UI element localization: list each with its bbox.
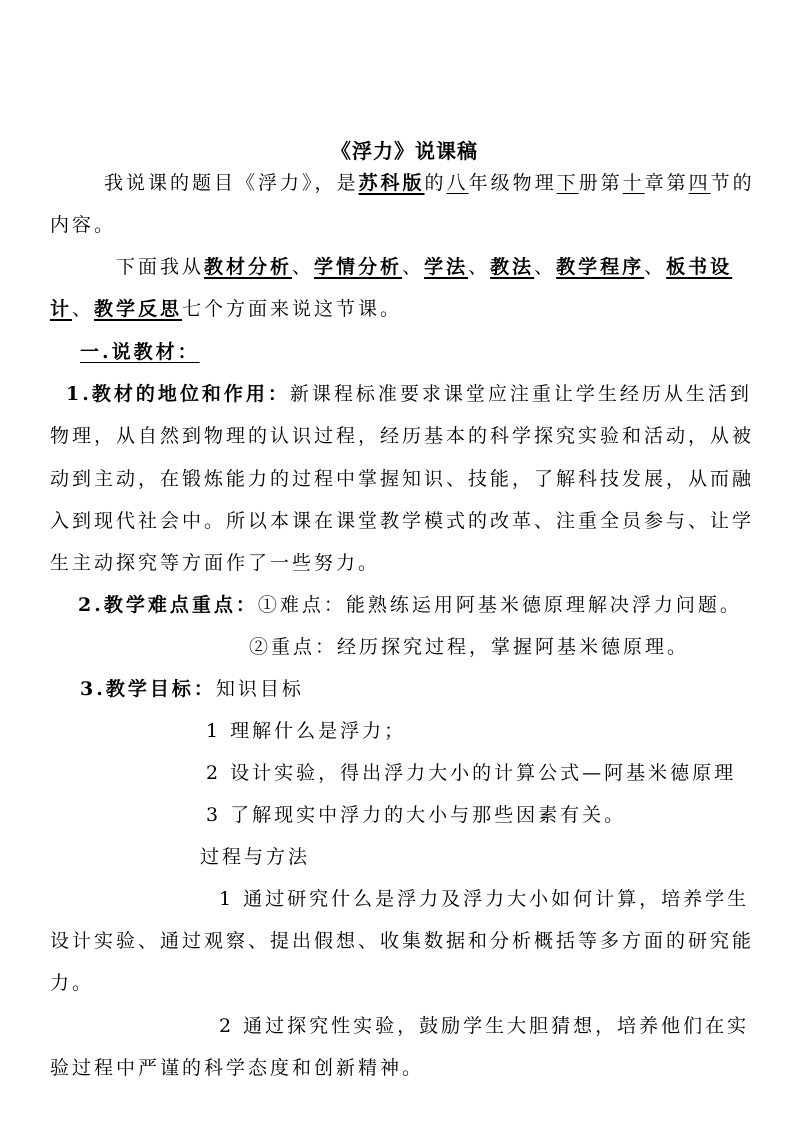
s3-line-1: [80, 676, 304, 702]
intro-text: 年级物理: [468, 172, 557, 194]
process-item-1-line-2: 设计实验、通过观察、提出假想、收集数据和分析概括等多方面的研究能: [50, 930, 755, 952]
s3-label: 3.教学目标：: [80, 678, 216, 700]
intro-text: 我说课的题目《浮力》，是: [104, 172, 359, 194]
document-title: 《浮力》说课稿: [331, 139, 478, 163]
intro-line-1: [104, 170, 755, 196]
s1-text: 新课程标准要求课堂应注重让学生经历从生活到: [289, 383, 752, 405]
intro-text: 节的: [710, 172, 755, 194]
s1-line-5: 生主动探究等方面作了一些努力。: [50, 552, 381, 574]
process-item-2-line-1: 2 通过探究性实验，鼓励学生大胆猜想，培养他们在实: [219, 1015, 750, 1037]
aspect-item: 教学程序: [556, 256, 645, 278]
separator: 、: [292, 256, 315, 278]
separator: 、: [644, 256, 667, 278]
aspect-item: 计: [50, 298, 73, 320]
s1-line-1: [66, 381, 752, 407]
process-item-1-line-3: 力。: [50, 972, 95, 994]
aspect-item: 教材分析: [204, 256, 293, 278]
process-heading: 过程与方法: [200, 846, 311, 868]
section-value: 四: [688, 172, 711, 194]
intro-text: 的: [424, 172, 447, 194]
aspect-item: 板书设: [666, 256, 733, 278]
separator: 、: [72, 298, 95, 320]
s1-label: 1.教材的地位和作用：: [66, 383, 290, 405]
grade-value: 八: [446, 172, 469, 194]
intro-line-2: 内容。: [50, 214, 117, 236]
s1-line-3: 动到主动，在锻炼能力的过程中掌握知识、技能，了解科技发展，从而融: [50, 468, 755, 490]
s2-label: 2.教学难点重点：: [78, 594, 258, 616]
intro-text: 册第: [578, 172, 623, 194]
process-item-1-line-1: 1 通过研究什么是浮力及浮力大小如何计算，培养学生: [219, 888, 750, 910]
s1-line-2: 物理，从自然到物理的认识过程，经历基本的科学探究实验和活动，从被: [50, 425, 755, 447]
knowledge-item-1: 1 理解什么是浮力；: [206, 720, 407, 742]
volume-value: 下: [556, 172, 579, 194]
section-heading: 一.说教材：: [80, 341, 200, 363]
knowledge-heading: 知识目标: [215, 678, 304, 700]
knowledge-item-2: 2 设计实验，得出浮力大小的计算公式—阿基米德原理: [206, 762, 737, 784]
process-item-2-line-2: 验过程中严谨的科学态度和创新精神。: [50, 1057, 425, 1079]
intro-text: 章第: [644, 172, 689, 194]
aspect-item: 教法: [490, 256, 535, 278]
publisher-name: 苏科版: [358, 172, 425, 194]
separator: 、: [534, 256, 557, 278]
aspects-line-1: [116, 254, 732, 280]
s2-line-1: [78, 592, 742, 618]
s2-line-2: ②重点：经历探究过程，掌握阿基米德原理。: [249, 636, 690, 658]
aspect-item: 学情分析: [314, 256, 403, 278]
difficult-point: ①难点：能熟练运用阿基米德原理解决浮力问题。: [257, 594, 742, 616]
aspect-item: 学法: [424, 256, 469, 278]
aspects-lead: 下面我从: [116, 256, 205, 278]
separator: 、: [402, 256, 425, 278]
chapter-value: 十: [622, 172, 645, 194]
separator: 、: [468, 256, 491, 278]
aspects-line-2: [50, 296, 402, 322]
aspects-tail: 七个方面来说这节课。: [182, 298, 403, 320]
knowledge-item-3: 3 了解现实中浮力的大小与那些因素有关。: [206, 804, 627, 826]
aspect-item: 教学反思: [94, 298, 183, 320]
s1-line-4: 入到现代社会中。所以本课在课堂教学模式的改革、注重全员参与、让学: [50, 510, 755, 532]
